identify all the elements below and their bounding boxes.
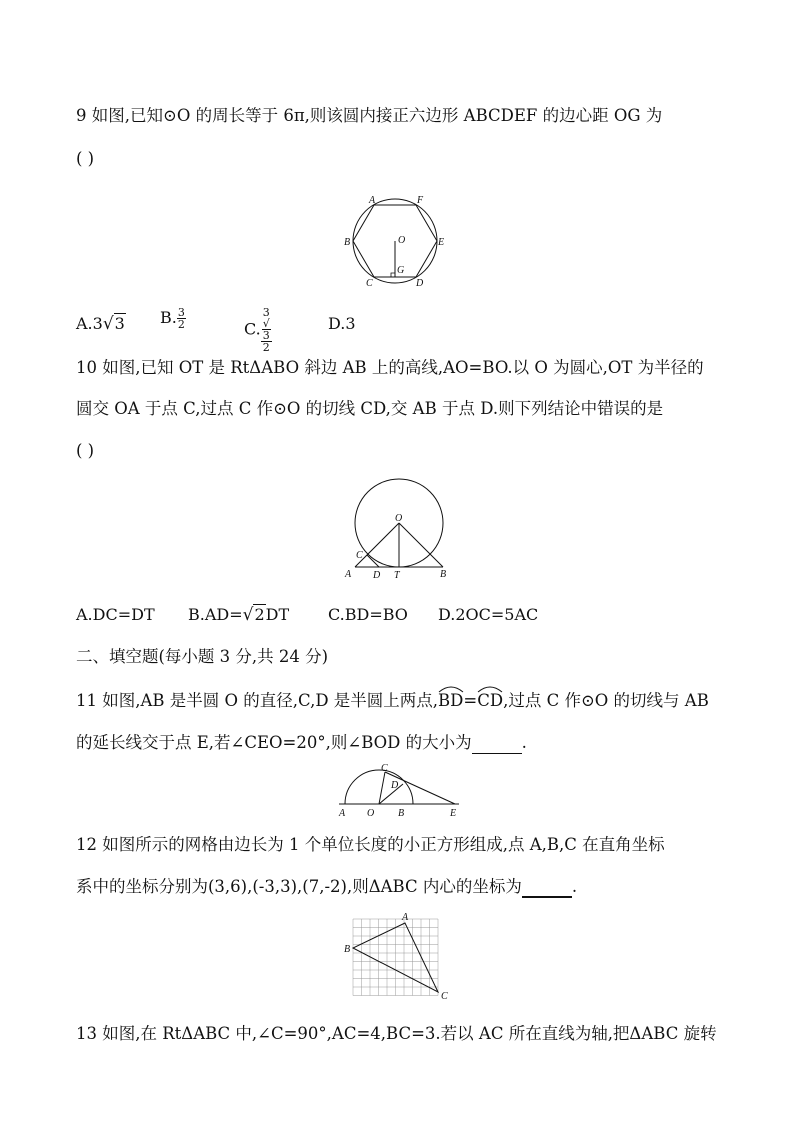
q11-answer-blank[interactable] bbox=[472, 737, 522, 754]
q11-label-B: B bbox=[398, 808, 405, 818]
q10-label-T: T bbox=[394, 570, 400, 581]
q9-label-O: O bbox=[398, 235, 406, 246]
q12-label-A: A bbox=[402, 912, 409, 923]
q10-stem-line1: 10 如图,已知 OT 是 RtΔABO 斜边 AB 上的高线,AO=BO.以 O 为圆心,OT 为半径的 bbox=[76, 358, 704, 377]
q10-label-D: D bbox=[373, 570, 381, 581]
q10-option-a: A.DC=DT bbox=[76, 605, 155, 624]
q10-option-d: D.2OC=5AC bbox=[438, 605, 539, 624]
q10-label-A: A bbox=[345, 569, 352, 580]
q11-label-C: C bbox=[381, 764, 388, 774]
q11-label-O: O bbox=[367, 808, 375, 818]
section-heading: 二、填空题(每小题 3 分,共 24 分) bbox=[76, 647, 329, 666]
q9-label-D: D bbox=[416, 278, 424, 288]
q11-semicircle-figure bbox=[335, 764, 465, 818]
q11-label-D: D bbox=[391, 780, 399, 791]
q9-label-A: A bbox=[369, 195, 376, 206]
q9-stem-line1: 9 如图,已知⊙O 的周长等于 6π,则该圆内接正六边形 ABCDEF 的边心距 OG 为 bbox=[76, 106, 663, 125]
q9-label-B: B bbox=[344, 237, 351, 248]
q10-label-O: O bbox=[395, 513, 403, 524]
q13-stem-line1: 13 如图,在 RtΔABC 中,∠C=90°,AC=4,BC=3.若以 AC 所在直线为轴,把ΔABC 旋转 bbox=[76, 1024, 717, 1043]
q11-stem-line2: 的延长线交于点 E,若∠CEO=20°,则∠BOD 的大小为 . bbox=[76, 733, 527, 752]
q10-answer-paren: ( ) bbox=[76, 441, 95, 460]
q11-label-A: A bbox=[339, 808, 346, 818]
q10-label-C: C bbox=[356, 550, 363, 561]
q9-answer-paren: ( ) bbox=[76, 149, 95, 168]
q9-option-c: C. 3 √ 3 2 bbox=[244, 306, 270, 354]
q11-arc-mark-2 bbox=[477, 685, 503, 693]
q9-option-a: A.3√3 bbox=[76, 314, 125, 334]
q10-stem-line2: 圆交 OA 于点 C,过点 C 作⊙O 的切线 CD,交 AB 于点 D.则下列结论中错误的是 bbox=[76, 399, 664, 418]
q9-label-F: F bbox=[417, 195, 424, 206]
q11-label-E: E bbox=[450, 808, 457, 818]
q9-option-b: B. $\frac{3}{2}$ bbox=[160, 306, 185, 331]
q10-label-B: B bbox=[440, 569, 447, 580]
q10-figure bbox=[340, 476, 454, 582]
q9-label-C: C bbox=[366, 278, 373, 288]
q12-answer-blank[interactable] bbox=[522, 880, 572, 898]
q9-option-d: D.3 bbox=[328, 314, 356, 333]
q12-stem-line1: 12 如图所示的网格由边长为 1 个单位长度的小正方形组成,点 A,B,C 在直角坐标 bbox=[76, 835, 665, 854]
q12-grid-figure bbox=[342, 910, 454, 1000]
q12-stem-line2: 系中的坐标分别为(3,6),(-3,3),(7,-2),则ΔABC 内心的坐标为 . bbox=[76, 877, 578, 896]
q9-label-G: G bbox=[397, 265, 405, 276]
q10-option-c: C.BD=BO bbox=[328, 605, 408, 624]
q9-hexagon-figure bbox=[340, 193, 450, 288]
q12-label-C: C bbox=[441, 991, 448, 1000]
q9-label-E: E bbox=[438, 237, 445, 248]
q10-option-b: B.AD=√2DT bbox=[188, 605, 290, 625]
q11-stem-line1: 11 如图,AB 是半圆 O 的直径,C,D 是半圆上两点, BD= CD,过点 C 作⊙O 的切线与 AB bbox=[76, 690, 709, 712]
q12-label-B: B bbox=[344, 944, 351, 955]
q11-arc-mark-1 bbox=[438, 685, 464, 693]
